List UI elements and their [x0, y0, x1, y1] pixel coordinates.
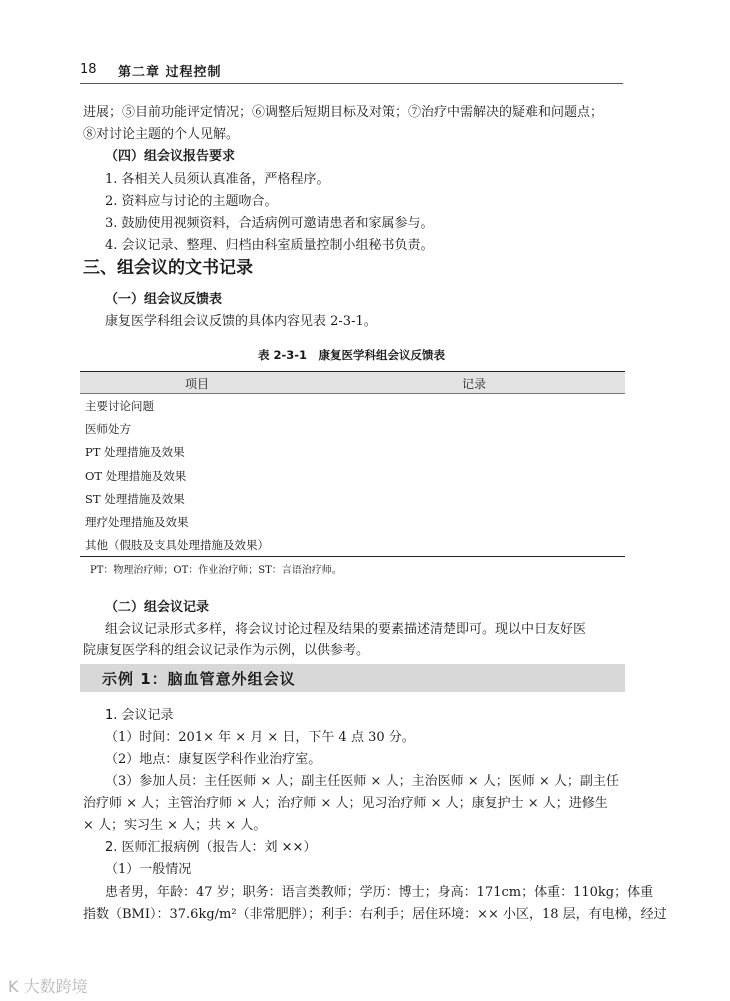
- page-header: [80, 60, 623, 84]
- example-title: 示例 1：脑血管意外组会议: [102, 670, 296, 688]
- example-line: （1）一般情况: [105, 862, 192, 877]
- table-cell: 主要讨论问题: [85, 399, 154, 413]
- table-cell: OT 处理措施及效果: [85, 468, 187, 483]
- section-heading: 三、组会议的文书记录: [83, 258, 253, 278]
- example-line: 治疗师 × 人；主管治疗师 × 人；治疗师 × 人；见习治疗师 × 人；康复护士 × 人；进修生: [83, 796, 608, 811]
- table-row: [80, 487, 625, 510]
- watermark: K 大数跨境: [8, 977, 88, 996]
- example-line: × 人；实习生 × 人；共 × 人。: [83, 818, 267, 833]
- table-cell: 其他（假肢及支具处理措施及效果）: [85, 538, 269, 553]
- table-header-row: [80, 372, 625, 394]
- example-banner: [80, 664, 625, 692]
- table-cell: ST 处理措施及效果: [85, 491, 185, 506]
- example-line: （3）参加人员：主任医师 × 人；副主任医师 × 人；主治医师 × 人；医师 × 人；副主任: [105, 774, 619, 789]
- list-item: 3. 鼓励使用视频资料，合适病例可邀请患者和家属参与。: [105, 216, 434, 231]
- paragraph-line: 进展；⑤目前功能评定情况；⑥调整后短期目标及对策；⑦治疗中需解决的疑难和问题点；: [83, 105, 604, 120]
- paragraph-line: ⑧对讨论主题的个人见解。: [83, 127, 240, 142]
- example-line: （1）时间：201× 年 × 月 × 日，下午 4 点 30 分。: [105, 730, 415, 745]
- feedback-table: [80, 371, 625, 557]
- example-line: 患者男，年龄：47 岁；职务：语言类教师；学历：博士；身高：171cm；体重：110kg；体重: [105, 885, 654, 900]
- subsection-title: （二）组会议记录: [105, 600, 210, 615]
- list-item: 4. 会议记录、整理、归档由科室质量控制小组秘书负责。: [105, 238, 434, 253]
- table-cell: PT 处理措施及效果: [85, 445, 185, 460]
- example-line: 指数（BMI）：37.6kg/m²（非常肥胖）；利手：右利手；居住环境：×× 小区，18 层，有电梯，经过: [83, 907, 667, 922]
- list-item: 2. 资料应与讨论的主题吻合。: [105, 194, 278, 209]
- table-cell: 医师处方: [85, 422, 131, 437]
- table-header-item: 项目: [185, 377, 210, 391]
- example-item: 2. 医师汇报病例（报告人：刘 ××）: [105, 840, 317, 855]
- table-row: [80, 533, 625, 556]
- table-row: [80, 394, 625, 417]
- table-row: [80, 417, 625, 440]
- example-line: （2）地点：康复医学科作业治疗室。: [105, 752, 322, 767]
- chapter-title: 第二章 过程控制: [118, 65, 222, 80]
- table-row: [80, 510, 625, 533]
- list-item: 1. 各相关人员须认真准备，严格程序。: [105, 172, 330, 187]
- paragraph-line: 院康复医学科的组会议记录作为示例，以供参考。: [83, 643, 370, 658]
- subsection-title: （一）组会议反馈表: [105, 292, 223, 307]
- table-note: PT：物理治疗师；OT：作业治疗师；ST：言语治疗师。: [90, 565, 342, 576]
- page-number: 18: [80, 62, 97, 77]
- paragraph-line: 康复医学科组会议反馈的具体内容见表 2-3-1。: [105, 314, 377, 329]
- table-cell: 理疗处理措施及效果: [85, 514, 189, 529]
- example-item: 1. 会议记录: [105, 708, 174, 723]
- paragraph-line: 组会议记录形式多样，将会议讨论过程及结果的要素描述清楚即可。现以中日友好医: [105, 622, 587, 637]
- table-row: [80, 440, 625, 463]
- table-row: [80, 464, 625, 487]
- section-title: （四）组会议报告要求: [105, 149, 236, 164]
- table-header-record: 记录: [462, 377, 487, 391]
- table-caption: 表 2-3-1 康复医学科组会议反馈表: [258, 348, 446, 362]
